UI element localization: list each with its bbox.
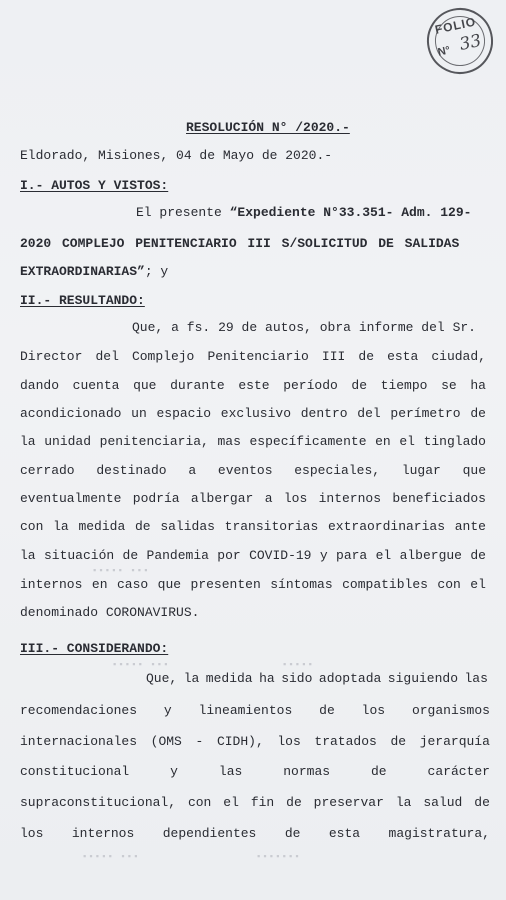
word: recomendaciones bbox=[20, 703, 138, 718]
word: de bbox=[286, 795, 302, 810]
word: 29 bbox=[218, 320, 234, 335]
word: durante bbox=[170, 378, 225, 393]
word: ante bbox=[454, 519, 486, 534]
bleed-through-mark: ▪▪▪▪▪ bbox=[282, 660, 315, 670]
word: fin bbox=[250, 795, 275, 810]
section-considerando-heading: III.- CONSIDERANDO: bbox=[20, 641, 169, 656]
word: dependientes bbox=[162, 826, 257, 841]
autos-line-1 bbox=[136, 205, 471, 221]
word: Penitenciario bbox=[207, 349, 309, 364]
word: esta bbox=[387, 349, 419, 364]
autos-tail: ; y bbox=[144, 264, 169, 279]
word: de bbox=[351, 378, 368, 393]
word: albergar bbox=[190, 491, 254, 506]
word: el bbox=[470, 577, 486, 592]
considerando-line bbox=[20, 826, 490, 842]
word: del bbox=[421, 320, 445, 335]
word: salud bbox=[423, 795, 463, 810]
word: el bbox=[375, 548, 392, 563]
word: de bbox=[122, 548, 139, 563]
word: Que, bbox=[146, 671, 178, 686]
word: el bbox=[223, 795, 239, 810]
word: ha bbox=[259, 671, 275, 686]
word: las bbox=[464, 671, 488, 686]
resultando-line bbox=[20, 349, 486, 365]
word: adoptada bbox=[318, 671, 382, 686]
word: a bbox=[264, 491, 273, 506]
word: informe bbox=[358, 320, 414, 335]
word: tratados bbox=[314, 734, 377, 749]
word: del bbox=[95, 349, 119, 364]
word: tinglado bbox=[423, 434, 486, 449]
word: presenten bbox=[190, 577, 261, 592]
word: y bbox=[319, 548, 328, 563]
resultando-line bbox=[20, 548, 486, 564]
word: CIDH), bbox=[216, 734, 264, 749]
word: y bbox=[170, 764, 178, 779]
resultando-line-last: denominado CORONAVIRUS. bbox=[20, 605, 200, 620]
word: normas bbox=[283, 764, 331, 779]
word: especiales, bbox=[294, 463, 381, 478]
word: de bbox=[134, 519, 151, 534]
word: espacio bbox=[156, 406, 212, 421]
word: jerarquía bbox=[419, 734, 490, 749]
word: preservar bbox=[313, 795, 384, 810]
autos-bold-1: “Expediente N°33.351- Adm. 129- bbox=[229, 205, 472, 220]
word: magistratura, bbox=[388, 826, 490, 841]
word: internos bbox=[71, 826, 135, 841]
resultando-line bbox=[20, 577, 486, 593]
considerando-line bbox=[20, 734, 490, 750]
word: - bbox=[195, 734, 204, 749]
considerando-line bbox=[20, 703, 490, 719]
word: dentro bbox=[300, 406, 348, 421]
word: las bbox=[218, 764, 243, 779]
word: mas bbox=[217, 434, 241, 449]
word: lineamientos bbox=[198, 703, 293, 718]
word: que bbox=[462, 463, 486, 478]
word: autos, bbox=[265, 320, 312, 335]
word: síntomas bbox=[270, 577, 333, 592]
word: ha bbox=[470, 378, 486, 393]
word: internacionales bbox=[20, 734, 138, 749]
word: los bbox=[20, 826, 44, 841]
word: esta bbox=[328, 826, 361, 841]
word: eventos bbox=[217, 463, 273, 478]
resolution-title: RESOLUCIÓN N° /2020.- bbox=[186, 120, 350, 135]
word: de bbox=[241, 320, 258, 335]
word: internos bbox=[20, 577, 83, 592]
word: de bbox=[358, 349, 374, 364]
word: Sr. bbox=[452, 320, 476, 335]
word: penitenciaria, bbox=[99, 434, 209, 449]
place-date: Eldorado, Misiones, 04 de Mayo de 2020.- bbox=[20, 148, 333, 163]
word: dando bbox=[20, 378, 60, 393]
word: exclusivo bbox=[220, 406, 292, 421]
word: extraordinarias bbox=[327, 519, 446, 534]
section-resultando-heading: II.- RESULTANDO: bbox=[20, 293, 145, 308]
stamp-number: 33 bbox=[457, 30, 484, 55]
word: que bbox=[133, 378, 157, 393]
word: de bbox=[371, 764, 387, 779]
autos-bold-3: EXTRAORDINARIAS” bbox=[20, 264, 145, 279]
autos-line-2: 2020 COMPLEJO PENITENCIARIO III S/SOLICITUD DE SALIDAS bbox=[20, 236, 460, 251]
word: la bbox=[20, 434, 36, 449]
word: destinado bbox=[96, 463, 167, 478]
autos-line-3 bbox=[20, 264, 168, 280]
word: este bbox=[238, 378, 270, 393]
word: (OMS bbox=[150, 734, 182, 749]
word: específicamente bbox=[249, 434, 367, 449]
word: la bbox=[395, 795, 412, 810]
word: la bbox=[183, 671, 200, 686]
word: perímetro bbox=[390, 406, 461, 421]
word: que bbox=[157, 577, 182, 592]
word: de bbox=[284, 826, 301, 841]
word: para bbox=[336, 548, 368, 563]
word: siguiendo bbox=[387, 671, 459, 686]
word: del bbox=[357, 406, 381, 421]
word: Pandemia bbox=[146, 548, 209, 563]
word: ciudad, bbox=[431, 349, 486, 364]
resultando-line bbox=[20, 491, 486, 507]
word: cuenta bbox=[72, 378, 120, 393]
bleed-through-mark: ▪▪▪▪▪ ▪▪▪ bbox=[112, 660, 170, 670]
word: de bbox=[390, 734, 407, 749]
word: se bbox=[441, 378, 457, 393]
word: lugar bbox=[401, 463, 441, 478]
word: la bbox=[20, 548, 36, 563]
word: el bbox=[399, 434, 415, 449]
word: tiempo bbox=[380, 378, 428, 393]
folio-stamp bbox=[421, 2, 499, 80]
section-autos-heading: I.- AUTOS Y VISTOS: bbox=[20, 178, 169, 193]
resultando-line bbox=[20, 434, 486, 450]
word: albergue bbox=[399, 548, 462, 563]
bleed-through-mark: ▪▪▪▪▪ ▪▪▪ bbox=[82, 852, 140, 862]
word: beneficiados bbox=[392, 491, 486, 506]
word: los bbox=[277, 734, 301, 749]
word: podría bbox=[132, 491, 180, 506]
word: la bbox=[53, 519, 69, 534]
word: y bbox=[163, 703, 172, 718]
word: cerrado bbox=[20, 463, 75, 478]
word: obra bbox=[319, 320, 351, 335]
resultando-line bbox=[20, 519, 486, 535]
word: sido bbox=[281, 671, 313, 686]
word: fs. bbox=[186, 320, 211, 335]
word: en bbox=[91, 577, 108, 592]
bleed-through-mark: ▪▪▪▪▪▪▪ bbox=[256, 852, 301, 862]
autos-intro: El presente bbox=[136, 205, 230, 220]
word: los bbox=[283, 491, 308, 506]
stamp-number-prefix: N° bbox=[436, 44, 452, 59]
resultando-line bbox=[20, 406, 486, 422]
word: organismos bbox=[411, 703, 490, 718]
word: con bbox=[187, 795, 212, 810]
word: los bbox=[361, 703, 386, 718]
word: internos bbox=[318, 491, 382, 506]
word: por bbox=[217, 548, 241, 563]
considerando-line bbox=[20, 795, 490, 811]
word: eventualmente bbox=[20, 491, 122, 506]
word: período bbox=[283, 378, 338, 393]
word: salidas bbox=[160, 519, 215, 534]
word: con bbox=[20, 519, 44, 534]
resultando-line bbox=[132, 320, 476, 336]
word: Director bbox=[20, 349, 83, 364]
word: COVID-19 bbox=[249, 548, 312, 563]
word: de bbox=[470, 548, 486, 563]
resultando-line bbox=[20, 378, 486, 394]
word: Complejo bbox=[131, 349, 195, 364]
word: a bbox=[171, 320, 179, 335]
word: con bbox=[437, 577, 461, 592]
considerando-line bbox=[146, 671, 488, 687]
word: constitucional bbox=[20, 764, 130, 779]
resultando-line bbox=[20, 463, 486, 479]
word: a bbox=[188, 463, 197, 478]
word: de bbox=[474, 795, 490, 810]
word: Que, bbox=[132, 320, 164, 335]
word: de bbox=[470, 406, 486, 421]
word: un bbox=[131, 406, 147, 421]
word: caso bbox=[116, 577, 149, 592]
word: de bbox=[319, 703, 335, 718]
word: unidad bbox=[44, 434, 92, 449]
word: medida bbox=[78, 519, 126, 534]
word: III bbox=[321, 349, 346, 364]
bleed-through-mark: ▪▪▪▪▪ ▪▪▪ bbox=[92, 566, 150, 576]
word: medida bbox=[205, 671, 253, 686]
word: carácter bbox=[427, 764, 490, 779]
word: compatibles bbox=[342, 577, 428, 592]
word: transitorias bbox=[224, 519, 319, 534]
word: supraconstitucional, bbox=[20, 795, 177, 810]
word: situación bbox=[43, 548, 115, 563]
word: en bbox=[375, 434, 391, 449]
stamp-label: FOLIO bbox=[433, 14, 478, 37]
word: acondicionado bbox=[20, 406, 122, 421]
considerando-line bbox=[20, 764, 490, 780]
